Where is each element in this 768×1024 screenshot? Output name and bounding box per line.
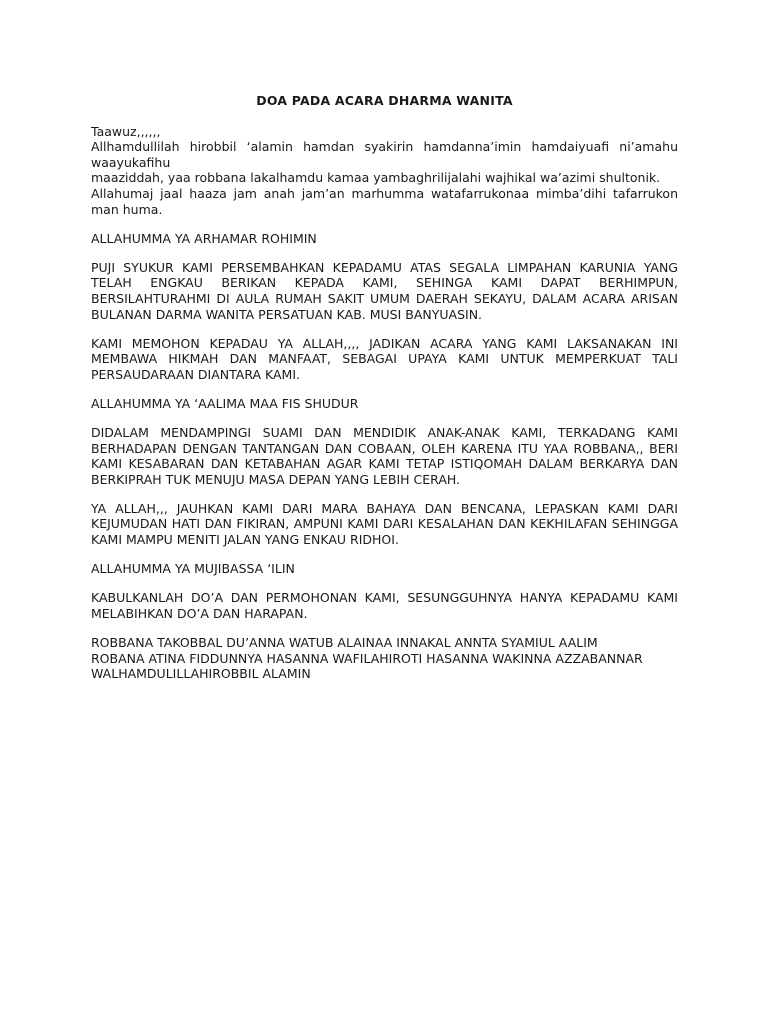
opening-paragraph bbox=[91, 124, 678, 218]
opening-line: maaziddah, yaa robbana lakalhamdu kamaa yambaghrilijalahi wajhikal wa’azimi shultonik. bbox=[91, 170, 661, 186]
paragraph-line: KABULKANLAH DO’A DAN PERMOHONAN KAMI, SESUNGGUHNYA HANYA KEPADAMU KAMI bbox=[91, 590, 678, 606]
paragraph bbox=[91, 336, 678, 383]
opening-line: Allhamdullilah hirobbil ‘alamin hamdan syakirin hamdanna’imin hamdaiyuafi ni’amahu waayukafihu bbox=[91, 139, 678, 170]
paragraph-line: TELAH ENGKAU BERIKAN KEPADA KAMI, SEHINGA KAMI DAPAT BERHIMPUN, bbox=[91, 275, 678, 291]
section-heading bbox=[91, 396, 678, 412]
opening-line: Allahumaj jaal haaza jam anah jam’an marhumma watafarrukonaa mimba’dihi tafarrukon man huma. bbox=[91, 185, 678, 217]
paragraph-line: MELABIHKAN DO’A DAN HARAPAN. bbox=[91, 605, 308, 621]
section-heading bbox=[91, 561, 678, 577]
closing-line: ROBANA ATINA FIDDUNNYA HASANNA WAFILAHIROTI HASANNA WAKINNA AZZABANNAR bbox=[91, 650, 643, 666]
paragraph-line: KEJUMUDAN HATI DAN FIKIRAN, AMPUNI KAMI DARI KESALAHAN DAN KEKHILAFAN SEHINGGA bbox=[91, 516, 678, 532]
opening-line: Taawuz,,,,,, bbox=[91, 123, 161, 139]
paragraph-line: YA ALLAH,,, JAUHKAN KAMI DARI MARA BAHAYA DAN BENCANA, LEPASKAN KAMI DARI bbox=[91, 500, 678, 516]
paragraph bbox=[91, 590, 678, 621]
section-heading bbox=[91, 231, 678, 247]
paragraph-line: PERSAUDARAAN DIANTARA KAMI. bbox=[91, 366, 301, 382]
heading-line: ALLAHUMMA YA MUJIBASSA ‘ILIN bbox=[91, 561, 295, 577]
document-title: DOA PADA ACARA DHARMA WANITA bbox=[256, 93, 513, 108]
paragraph-line: BULANAN DARMA WANITA PERSATUAN KAB. MUSI BANYUASIN. bbox=[91, 306, 483, 322]
paragraph-line: BERHADAPAN DENGAN TANTANGAN DAN COBAAN, OLEH KARENA ITU YAA ROBBANA,, BERI bbox=[91, 440, 678, 456]
paragraph-line: KAMI KESABARAN DAN KETABAHAN AGAR KAMI TETAP ISTIQOMAH DALAM BERKARYA DAN bbox=[91, 456, 678, 472]
document-body bbox=[91, 93, 678, 682]
paragraph-line: DIDALAM MENDAMPINGI SUAMI DAN MENDIDIK ANAK-ANAK KAMI, TERKADANG KAMI bbox=[91, 425, 678, 440]
paragraph-line: BERKIPRAH TUK MENUJU MASA DEPAN YANG LEBIH CERAH. bbox=[91, 471, 461, 487]
paragraph-line: KAMI MEMOHON KEPADAU YA ALLAH,,,, JADIKAN ACARA YANG KAMI LAKSANAKAN INI bbox=[91, 335, 678, 351]
closing-line: WALHAMDULILLAHIROBBIL ALAMIN bbox=[91, 666, 311, 682]
closing-paragraph bbox=[91, 635, 678, 682]
paragraph-line: KAMI MAMPU MENITI JALAN YANG ENKAU RIDHOI. bbox=[91, 532, 399, 548]
heading-line: ALLAHUMMA YA ARHAMAR ROHIMIN bbox=[91, 230, 317, 246]
paragraph-line: MEMBAWA HIKMAH DAN MANFAAT, SEBAGAI UPAYA KAMI UNTUK MEMPERKUAT TALI bbox=[91, 351, 678, 367]
closing-line: ROBBANA TAKOBBAL DU’ANNA WATUB ALAINAA INNAKAL ANNTA SYAMIUL AALIM bbox=[91, 634, 598, 650]
paragraph bbox=[91, 260, 678, 322]
paragraph-line: BERSILAHTURAHMI DI AULA RUMAH SAKIT UMUM DAERAH SEKAYU, DALAM ACARA ARISAN bbox=[91, 290, 678, 306]
paragraph bbox=[91, 501, 678, 548]
paragraph-line: PUJI SYUKUR KAMI PERSEMBAHKAN KEPADAMU ATAS SEGALA LIMPAHAN KARUNIA YANG bbox=[91, 259, 678, 275]
paragraph bbox=[91, 425, 678, 487]
heading-line: ALLAHUMMA YA ‘AALIMA MAA FIS SHUDUR bbox=[91, 395, 359, 411]
